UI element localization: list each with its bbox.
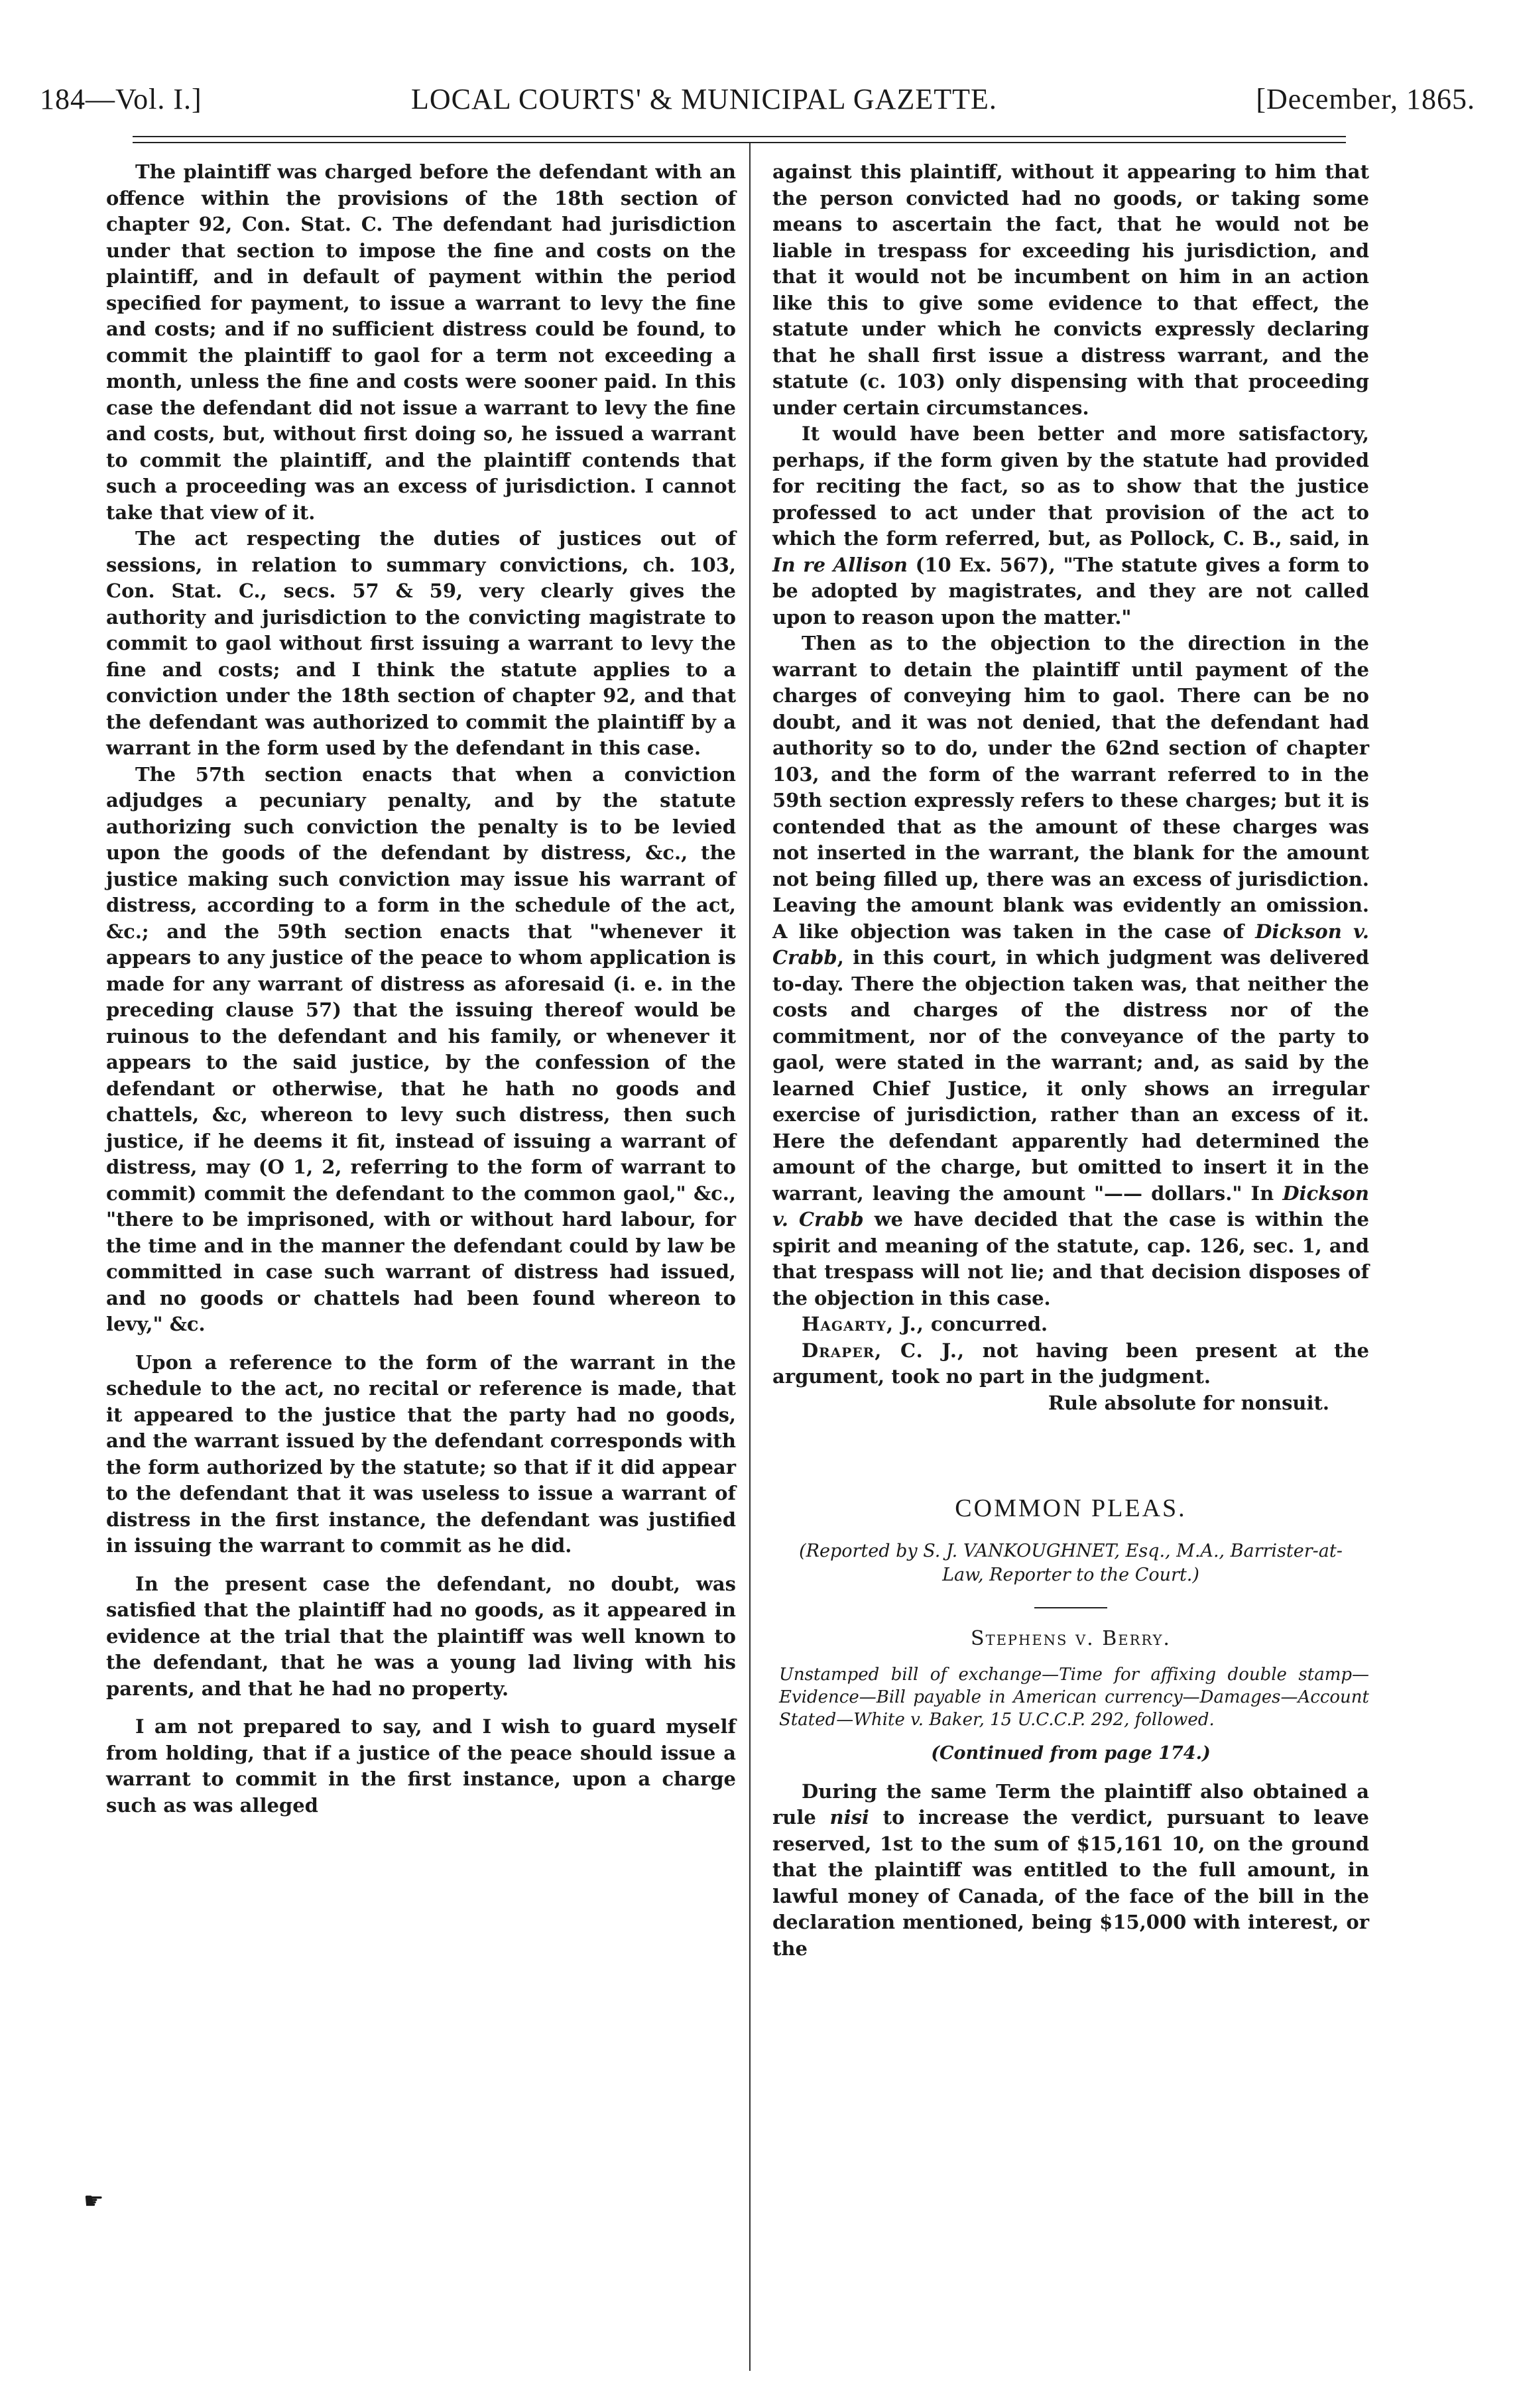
reporter-credit: (Reported by S. J. VANKOUGHNET, Esq., M.A., Barrister-at-Law, Reporter to the Court.) [799,1540,1343,1585]
paragraph: Then as to the objection to the direction in the warrant to detain the plaintiff until payment of the charges of conveying him to gaol. There can be no doubt, and it was not denied, that the defendant had authority so to do, under the 62nd section of chapter 103, and the form of the warrant referred to in the 59th section expressly refers to these charges; but it is contended that as the amount of these charges was not inserted in the warrant, the blank for the amount not being filled up, there was an excess of jurisdiction. Leaving the amount blank was evidently an omission. A like objection was taken in the case of Dickson v. Crabb, in this court, in which judgment was delivered to-day. There the objection taken was, that neither the costs and charges of the distress nor of the commitment, nor of the conveyance of the party to gaol, were stated in the warrant; and, as said by the learned Chief Justice, it only shows an irregular exercise of jurisdiction, rather than an excess of it. Here the defendant apparently had determined the amount of the charge, but omitted to insert it in the warrant, leaving the amount "—— dollars." In Dickson v. Crabb we have decided that the case is within the spirit and meaning of the statute, cap. 126, sec. 1, and that trespass will not lie; and that decision disposes of the objection in this case. [772,632,1369,1309]
concurrence: Hagarty, J., concurred. [802,1313,1048,1335]
paragraph: I am not prepared to say, and I wish to guard myself from holding, that if a justice of the peace should issue a warrant to commit in the first instance, upon a charge such as was alleged [106,1715,736,1817]
case-citation: In re Allison [772,553,908,576]
non-participation: Draper, C. J., not having been present at the argument, took no part in the judgment. [772,1339,1369,1388]
short-rule [1034,1607,1107,1608]
column-divider [749,143,751,2371]
page-number: 184—Vol. I.] [40,83,202,115]
paragraph: The plaintiff was charged before the defendant with an offence within the provisions of the 18th section of chapter 92, Con. Stat. C. The defendant had jurisdiction under that section to impose the fine and costs on the plaintiff, and in default of payment within the period specified for payment, to issue a warrant to levy the fine and costs; and if no sufficient distress could be found, to commit the plaintiff to gaol for a term not exceeding a month, unless the fine and costs were sooner paid. In this case the defendant did not issue a warrant to levy the fine and costs, but, without first doing so, he issued a warrant to commit the plaintiff, and the plaintiff contends that such a proceeding was an excess of jurisdiction. I cannot take that view of it. [106,160,736,524]
case-title: Stephens v. Berry. [971,1626,1171,1650]
case-citation: Dickson v. Crabb [772,1181,1369,1231]
case-citation: Dickson v. Crabb [772,920,1369,969]
headnote: Unstamped bill of exchange—Time for affixing double stamp—Evidence—Bill payable in American currency—Damages—Account Stated—White v. Baker, 15 U.C.C.P. 292, followed. [779,1665,1369,1730]
right-column [772,159,1369,1962]
section-title: COMMON PLEAS. [955,1494,1187,1522]
issue-date: [December, 1865. [1256,83,1475,115]
paragraph: In the present case the defendant, no doubt, was satisfied that the plaintiff had no goods, as it appeared in evidence at the trial that the plaintiff was well known to the defendant, that he was a young lad living with his parents, and that he had no property. [106,1572,736,1700]
paragraph: The 57th section enacts that when a conviction adjudges a pecuniary penalty, and by the statute authorizing such conviction the penalty is to be levied upon the goods of the defendant by distress, &c., the justice making such conviction may issue his warrant of distress, according to a form in the schedule of the act, &c.; and the 59th section enacts that "whenever it appears to any justice of the peace to whom application is made for any warrant of distress as aforesaid (i. e. in the preceding clause 57) that the issuing thereof would be ruinous to the defendant and his family, or whenever it appears to the said justice, by the confession of the defendant or otherwise, that he hath no goods and chattels, &c, whereon to levy such distress, then such justice, if he deems it fit, instead of issuing a warrant of distress, may (O 1, 2, referring to the form of warrant to commit) commit the defendant to the common gaol," &c., "there to be imprisoned, with or without hard labour, for the time and in the manner the defendant could by law be committed in case such warrant of distress had issued, and no goods or chattels had been found whereon to levy," &c. [106,762,736,1335]
paragraph: It would have been better and more satisfactory, perhaps, if the form given by the statute had provided for reciting the fact, so as to show that the justice professed to act under that provision of the act to which the form referred, but, as Pollock, C. B., said, in In re Allison (10 Ex. 567), "The statute gives a form to be adopted by magistrates, and they are not called upon to reason upon the matter." [772,422,1369,629]
continued-note: (Continued from page 174.) [931,1743,1211,1764]
paragraph: During the same Term the plaintiff also obtained a rule nisi to increase the verdict, pursuant to leave reserved, 1st to the sum of $15,161 10, on the ground that the plaintiff was entitled to the full amount, in lawful money of Canada, of the face of the bill in the declaration mentioned, being $15,000 with interest, or the [772,1779,1369,1960]
running-header [40,82,1475,122]
publication-title: LOCAL COURTS' & MUNICIPAL GAZETTE. [411,83,997,115]
judge-name: Draper, C. J., [802,1339,965,1362]
paragraph: Upon a reference to the form of the warrant in the schedule to the act, no recital or reference is made, that it appeared to the justice that the party had no goods, and the warrant issued by the defendant corresponds with the form authorized by the statute; so that if it did appear to the defendant that it was useless to issue a warrant of distress in the first instance, the defendant was justified in issuing the warrant to commit as he did. [106,1351,736,1557]
judge-name: Hagarty, J., [802,1313,924,1335]
rule-outcome: Rule absolute for nonsuit. [1048,1391,1329,1414]
pointing-hand-icon: ☛ [84,2188,104,2214]
paragraph: against this plaintiff, without it appearing to him that the person convicted had no goods, or taking some means to ascertain the fact, that he would not be liable in trespass for exceeding his jurisdiction, and that it would not be incumbent on him in an action like this to give some evidence to that effect, the statute under which he convicts expressly declaring that he shall first issue a distress warrant, and the statute (c. 103) only dispensing with that proceeding under certain circumstances. [772,160,1369,419]
left-column [106,159,736,1819]
paragraph: The act respecting the duties of justices out of sessions, in relation to summary convictions, ch. 103, Con. Stat. C., secs. 57 & 59, very clearly gives the authority and jurisdiction to the convicting magistrate to commit to gaol without first issuing a warrant to levy the fine and costs; and I think the statute applies to a conviction under the 18th section of chapter 92, and that the defendant was authorized to commit the plaintiff by a warrant in the form used by the defendant in this case. [106,527,736,759]
header-rule [133,136,1346,143]
